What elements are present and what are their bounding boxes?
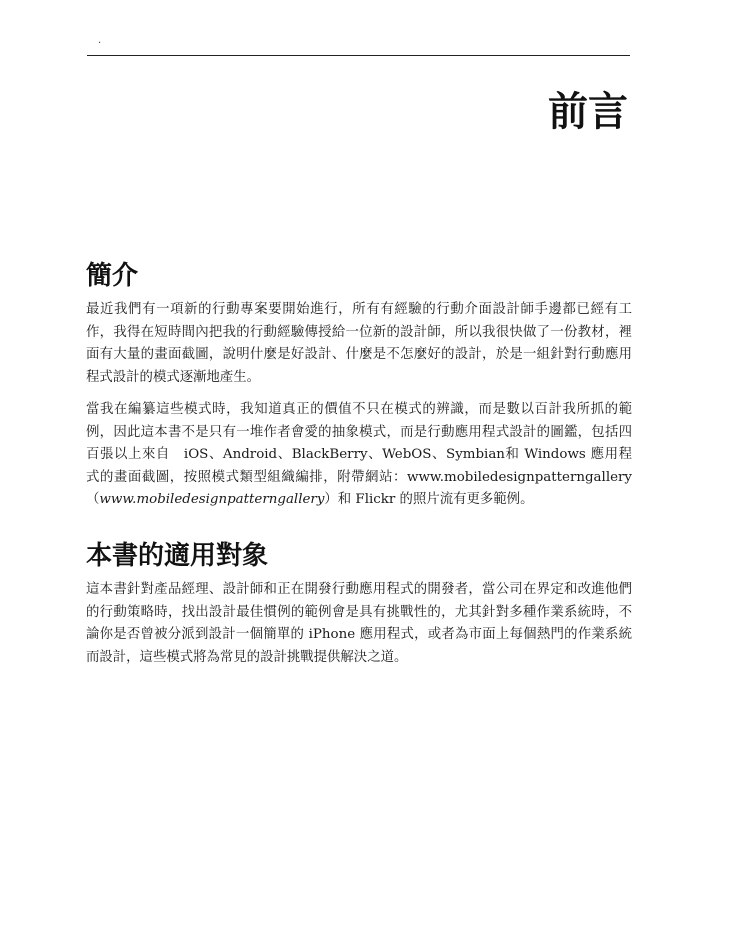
intro-paragraph-1: 最近我們有一項新的行動專案要開始進行，所有有經驗的行動介面設計師手邊都已經有工作，我得在短時間內把我的行動經驗傳授給一位新的設計師，所以我很快做了一份教材，裡面有大量的畫面截圖，說明什麼是好設計、什麼是不怎麼好的設計，於是一組針對行動應用程式設計的模式逐漸地產生。 [86, 302, 632, 385]
audience-paragraph-1: 這本書針對產品經理、設計師和正在開發行動應用程式的開發者，當公司在界定和改進他們的行動策略時，找出設計最佳慣例的範例會是具有挑戰性的，尤其針對多種作業系統時，不論你是否曾被分派到設計一個簡單的 iPhone 應用程式，或者為市面上每個熱門的作業系統而設計，這些模式將為常見的設計挑戰提供解決之道。 [86, 582, 632, 665]
chapter-title: 前言 [548, 89, 628, 135]
intro-paragraph-2-text-b: ）和 Flickr 的照片流有更多範例。 [324, 492, 534, 507]
section-audience [86, 538, 632, 679]
section-heading-audience: 本書的適用對象 [86, 541, 269, 571]
header-rule [87, 55, 630, 56]
section-introduction [86, 258, 632, 522]
page-corner-mark: . [98, 35, 102, 46]
gallery-url-italic: www.mobiledesignpatterngallery [99, 492, 325, 507]
section-heading-introduction: 簡介 [86, 261, 139, 291]
intro-paragraph-2 [86, 399, 632, 512]
intro-paragraph-2-text-a: 當我在編纂這些模式時，我知道真正的價值不只在模式的辨識，而是數以百計我所抓的範例，因此這本書不是只有一堆作者會愛的抽象模式，而是行動應用程式設計的圖鑑，包括四百張以上來自 iOS、Android、BlackBerry、WebOS、Symbian和 Windows 應用程式的畫面截圖，按照模式類型組織編排，附帶網站：www.mobiledesignpatterngallery（ [86, 402, 632, 507]
